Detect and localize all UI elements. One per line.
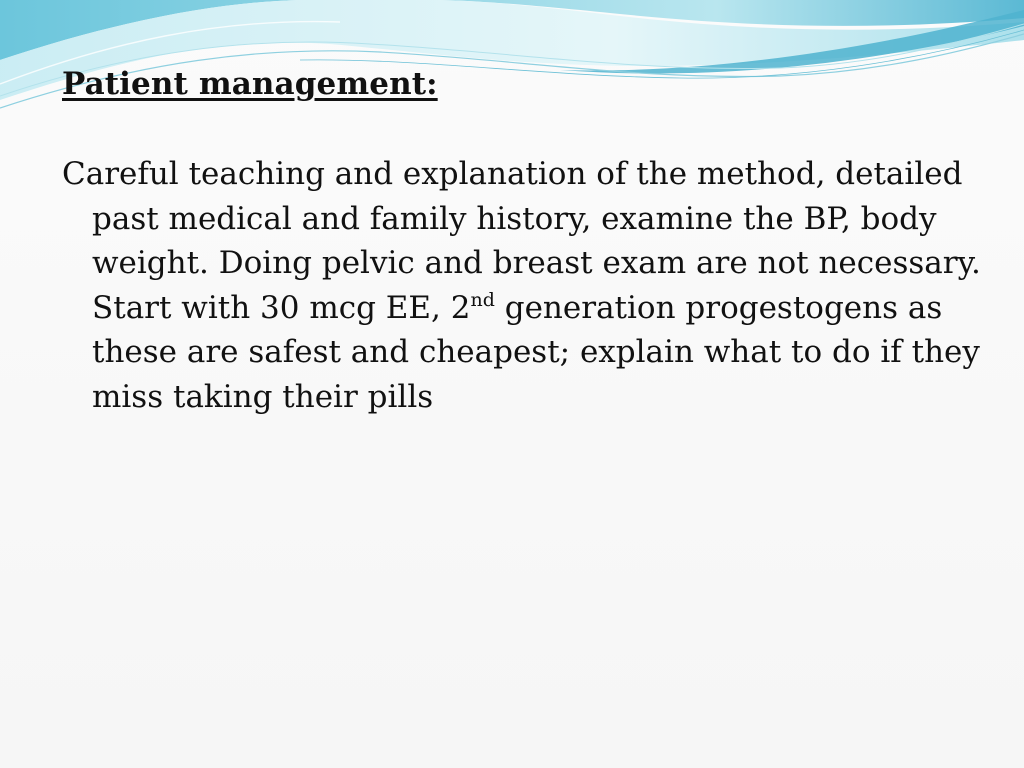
slide-body-paragraph [62, 152, 982, 419]
slide-content [62, 62, 981, 419]
paragraph-text-end: generation progestogens as these are safest and cheapest; explain what to do if they miss taking their pills [92, 289, 980, 415]
slide-title: Patient management: [62, 66, 438, 102]
ordinal-superscript: nd [470, 288, 495, 311]
paragraph-text-start: Careful teaching and explanation of the method, detailed past medical and family history, examine the BP, body weight. Doing pelvic and breast exam are not necessary. Start with 30 mcg EE, 2 [62, 156, 981, 326]
